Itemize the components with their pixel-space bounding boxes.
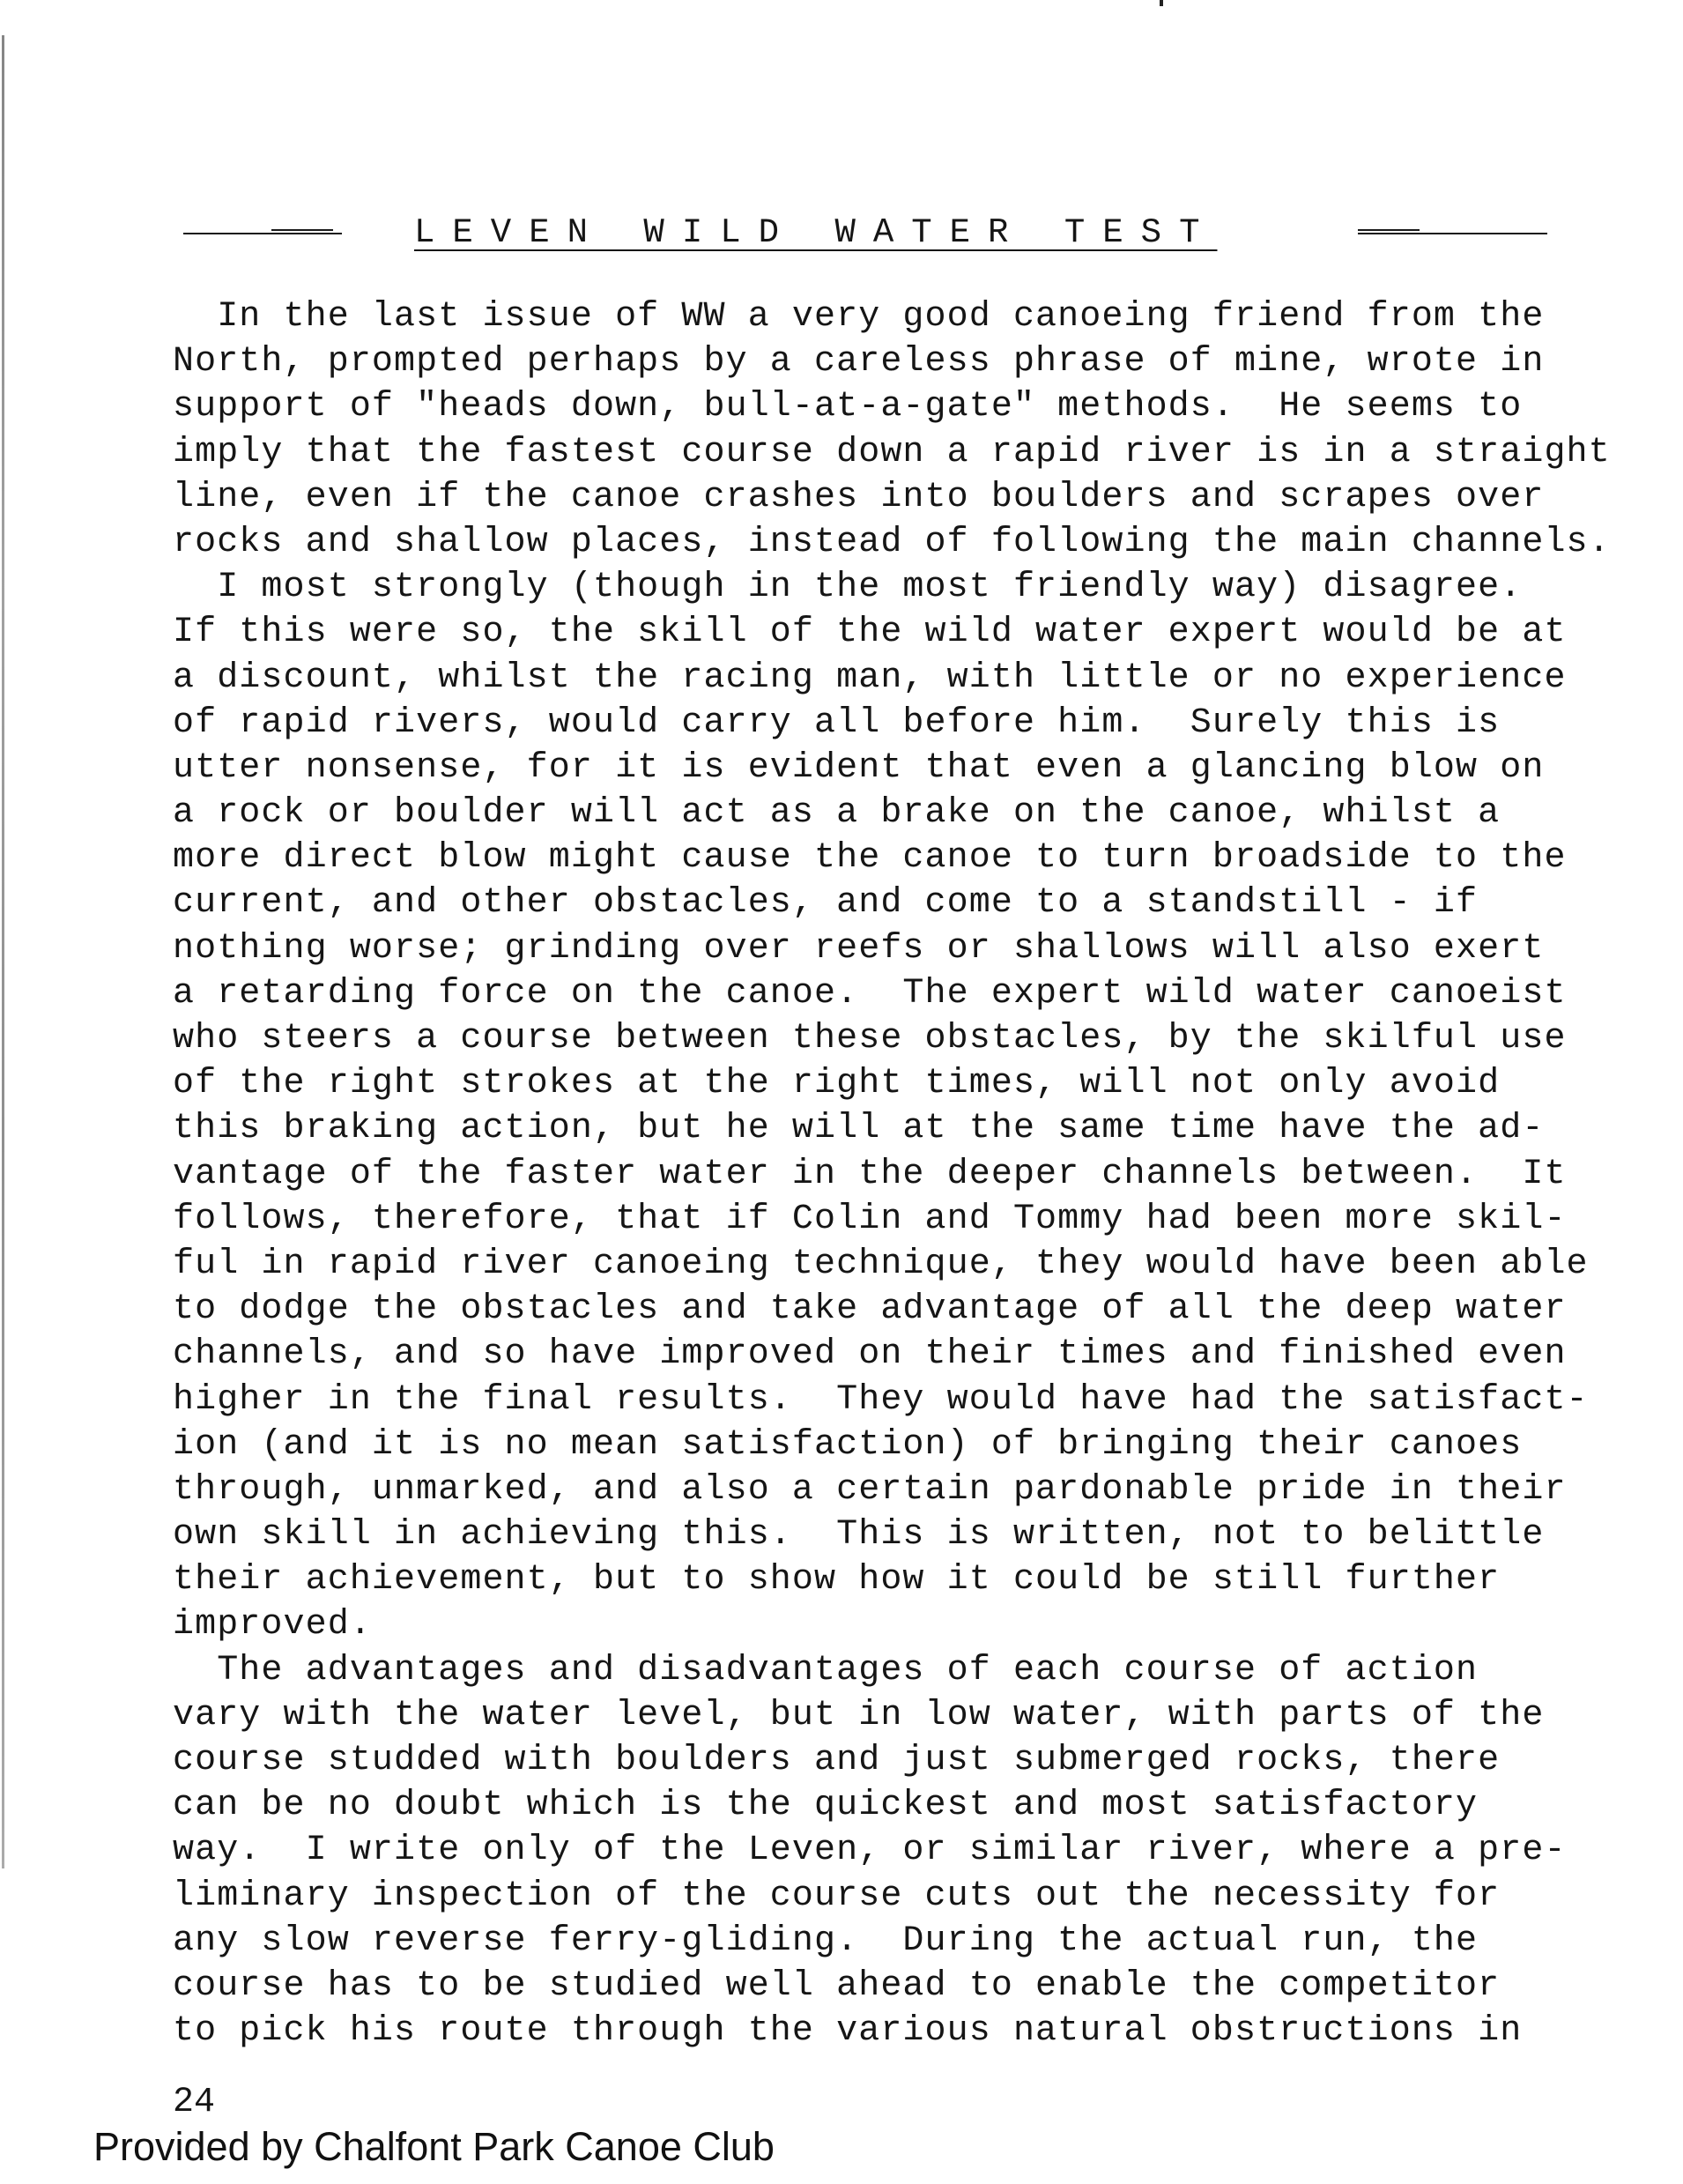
text-line: this braking action, but he will at the same time have the ad- — [173, 1109, 1545, 1149]
text-line: I most strongly (though in the most friendly way) disagree. — [173, 568, 1523, 608]
text-line: a retarding force on the canoe. The expert wild water canoeist — [173, 973, 1567, 1014]
text-line: vary with the water level, but in low water, with parts of the — [173, 1695, 1545, 1735]
text-line: course has to be studied well ahead to enable the competitor — [173, 1965, 1501, 2006]
scan-speck — [1160, 0, 1163, 6]
title-rule-left-double — [271, 229, 333, 231]
title-rule-right-double — [1358, 229, 1420, 231]
text-line: North, prompted perhaps by a careless phrase of mine, wrote in — [173, 342, 1545, 383]
page-number: 24 — [173, 2083, 216, 2122]
text-line: of rapid rivers, would carry all before him. Surely this is — [173, 702, 1501, 743]
title-rule-left — [183, 233, 342, 234]
text-line: who steers a course between these obstacles, by the skilful use — [173, 1019, 1567, 1059]
text-line: through, unmarked, and also a certain pardonable pride in their — [173, 1469, 1567, 1510]
article-body — [173, 294, 1618, 2054]
provider-footer: Provided by Chalfont Park Canoe Club — [93, 2124, 775, 2169]
text-line: line, even if the canoe crashes into boulders and scrapes over — [173, 477, 1545, 517]
text-line: a discount, whilst the racing man, with little or no experience — [173, 657, 1567, 698]
title-rule-right — [1358, 233, 1547, 234]
text-line: nothing worse; grinding over reefs or shallows will also exert — [173, 928, 1545, 969]
document-title: LEVEN WILD WATER TEST — [414, 213, 1218, 252]
scan-edge-mark — [2, 35, 4, 1868]
text-line: follows, therefore, that if Colin and Tommy had been more skil- — [173, 1199, 1567, 1239]
text-line: own skill in achieving this. This is written, not to belittle — [173, 1515, 1545, 1556]
text-line: more direct blow might cause the canoe to turn broadside to the — [173, 838, 1567, 879]
text-line: rocks and shallow places, instead of following the main channels. — [173, 522, 1611, 562]
text-line: liminary inspection of the course cuts out the necessity for — [173, 1876, 1501, 1916]
text-line: In the last issue of WW a very good canoeing friend from the — [173, 297, 1545, 337]
text-line: If this were so, the skill of the wild water expert would be at — [173, 613, 1567, 653]
text-line: to pick his route through the various natural obstructions in — [173, 2011, 1523, 2052]
text-line: of the right strokes at the right times, will not only avoid — [173, 1064, 1501, 1104]
text-line: way. I write only of the Leven, or similar river, where a pre- — [173, 1831, 1567, 1871]
text-line: support of "heads down, bull-at-a-gate" methods. He seems to — [173, 387, 1523, 427]
text-line: ful in rapid river canoeing technique, they would have been able — [173, 1244, 1589, 1284]
text-line: imply that the fastest course down a rapid river is in a straight — [173, 432, 1611, 472]
text-line: ion (and it is no mean satisfaction) of bringing their canoes — [173, 1424, 1523, 1465]
title-row — [183, 210, 1547, 256]
text-line: can be no doubt which is the quickest and most satisfactory — [173, 1786, 1479, 1826]
text-line: their achievement, but to show how it could be still further — [173, 1560, 1501, 1601]
text-line: utter nonsense, for it is evident that even a glancing blow on — [173, 747, 1545, 788]
text-line: channels, and so have improved on their times and finished even — [173, 1334, 1567, 1375]
text-line: to dodge the obstacles and take advantage of all the deep water — [173, 1289, 1567, 1330]
text-line: current, and other obstacles, and come to a standstill - if — [173, 883, 1479, 924]
text-line: any slow reverse ferry-gliding. During the actual run, the — [173, 1920, 1479, 1961]
text-line: vantage of the faster water in the deeper channels between. It — [173, 1154, 1567, 1194]
text-line: course studded with boulders and just submerged rocks, there — [173, 1741, 1501, 1780]
text-line: improved. — [173, 1605, 372, 1645]
text-line: a rock or boulder will act as a brake on the canoe, whilst a — [173, 793, 1501, 834]
text-line: The advantages and disadvantages of each course of action — [173, 1650, 1479, 1690]
text-line: higher in the final results. They would have had the satisfact- — [173, 1379, 1589, 1420]
